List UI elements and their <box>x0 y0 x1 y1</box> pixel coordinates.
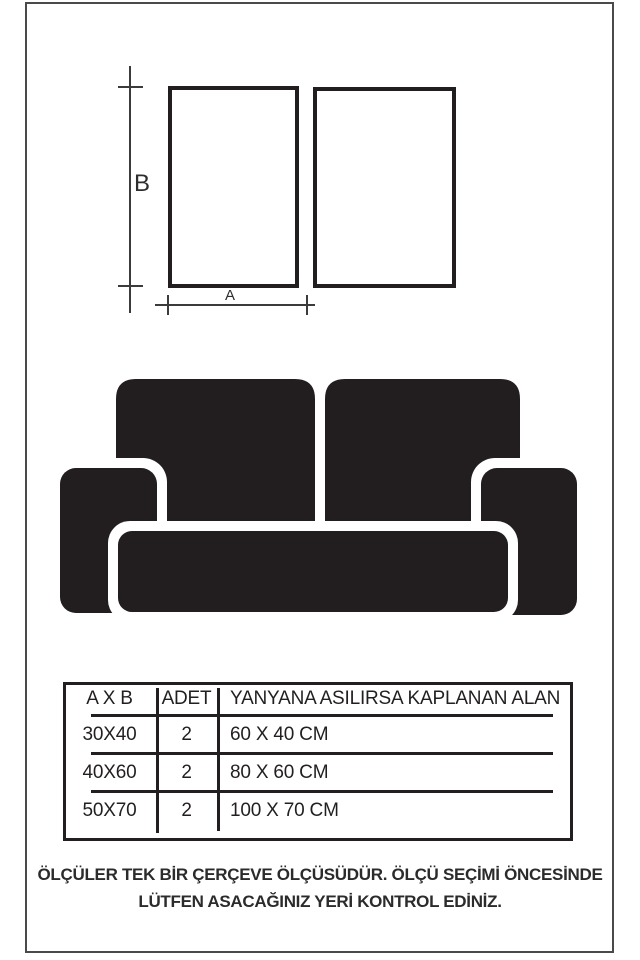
table-cell-size: 40X60 <box>82 761 137 783</box>
dimension-line-height <box>129 66 131 313</box>
sofa-icon <box>40 365 590 625</box>
dimension-line-width <box>155 304 315 306</box>
sofa-seat <box>118 531 508 612</box>
table-cell-area: 80 X 60 CM <box>230 761 329 783</box>
table-cell-area: 100 X 70 CM <box>230 799 339 821</box>
note-line-1: ÖLÇÜLER TEK BİR ÇERÇEVE ÖLÇÜSÜDÜR. ÖLÇÜ SEÇİMİ ÖNCESİNDE <box>37 865 603 884</box>
table-header-area: YANYANA ASILIRSA KAPLANAN ALAN <box>230 688 561 709</box>
table-cell-area: 60 X 40 CM <box>230 723 329 745</box>
frame-left <box>168 86 299 288</box>
table-cell-qty: 2 <box>181 723 192 745</box>
frame-right <box>313 87 456 288</box>
table-cell-size: 30X40 <box>82 723 137 745</box>
dimension-tick-top <box>118 86 143 88</box>
table-header-qty: ADET <box>161 688 212 709</box>
width-dimension-label: A <box>224 287 235 304</box>
dimension-tick-right <box>306 295 308 315</box>
height-dimension-label: B <box>134 170 151 197</box>
table-cell-size: 50X70 <box>82 799 137 821</box>
measurement-note <box>25 861 615 915</box>
dimension-tick-bottom <box>118 285 143 287</box>
table-header-size: A X B <box>86 688 133 709</box>
note-line-2: LÜTFEN ASACAĞINIZ YERİ KONTROL EDİNİZ. <box>138 892 502 911</box>
table-cell-qty: 2 <box>181 761 192 783</box>
table-cell-qty: 2 <box>181 799 192 821</box>
